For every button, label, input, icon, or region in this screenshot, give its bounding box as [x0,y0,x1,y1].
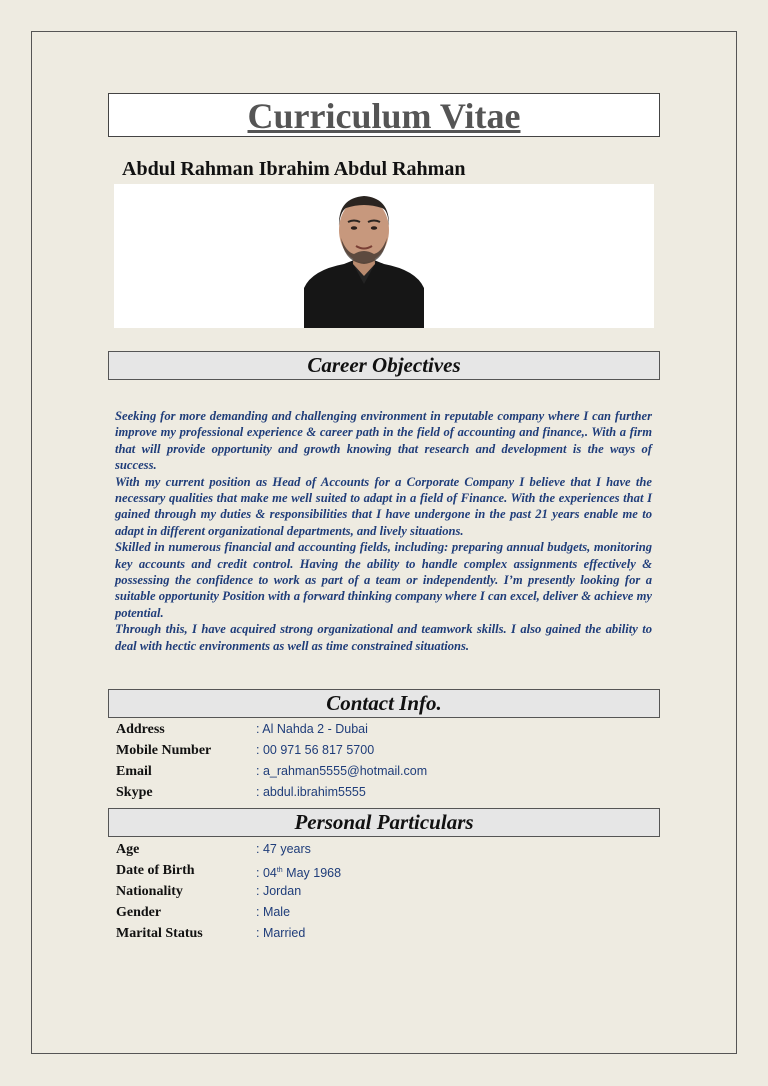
field-value: : Male [256,905,291,919]
candidate-name: Abdul Rahman Ibrahim Abdul Rahman [122,158,466,180]
field-value: : Al Nahda 2 - Dubai [256,722,368,736]
dob-ordinal: th [276,867,283,874]
personal-row-nationality [116,881,656,902]
objective-paragraph: With my current position as Head of Accounts for a Corporate Company I believe that I have the necessary qualities that make me well suited to adapt in a field of Finance. With the experiences that I gained through my duties & responsibilities that I have undergone in the past 21 years enable me to adapt in different organizational departments, and lively situations. [115,474,652,538]
field-label: Age [116,842,140,857]
contact-row-address [116,719,656,740]
contact-row-mobile [116,740,656,761]
field-value: : abdul.ibrahim5555 [256,785,366,799]
field-label: Skype [116,785,153,800]
section-title: Career Objectives [307,353,461,377]
contact-row-skype [116,782,656,803]
personal-list [116,839,656,944]
field-value: : Jordan [256,884,302,898]
section-career-objectives [108,351,660,380]
section-personal-particulars [108,808,660,837]
personal-row-marital-status [116,923,656,944]
field-label: Date of Birth [116,863,195,878]
objective-paragraph: Skilled in numerous financial and accounting fields, including: preparing annual budgets, monitoring key accounts and credit control. Having the ability to handle complex assignments effectively & possessing the confidence to work as part of a team or independently. I’m presently looking for a suitable opportunity Position with a forward thinking company where I can excel, deliver & achieve my potential. [115,540,652,620]
field-value: : 47 years [256,842,311,856]
dob-day: : 04 [256,866,277,881]
section-title: Personal Particulars [294,810,474,834]
profile-photo [304,184,424,328]
field-label: Email [116,764,152,779]
page-title: Curriculum Vitae [247,96,521,136]
field-label: Gender [116,905,162,920]
objective-paragraph: Through this, I have acquired strong organizational and teamwork skills. I also gained the ability to deal with hectic environments as well as time constrained situations. [115,622,652,653]
field-value: : 00 971 56 817 5700 [256,743,375,757]
field-value: : a_rahman5555@hotmail.com [256,764,428,778]
dob-month-year: May 1968 [282,866,342,881]
field-label: Address [116,722,165,737]
field-label: Marital Status [116,926,203,941]
section-title: Contact Info. [326,691,442,715]
field-label: Nationality [116,884,183,899]
personal-row-dob [116,860,656,881]
personal-row-gender [116,902,656,923]
personal-row-age [116,839,656,860]
field-label: Mobile Number [116,743,212,758]
contact-row-email [116,761,656,782]
objective-paragraph: Seeking for more demanding and challenging environment in reputable company where I can further improve my professional experience & career path in the field of accounting and finance,. With a firm that will provide opportunity and growth knowing that research and development is the ways of success. [115,409,652,473]
contact-list [116,719,656,803]
objectives-text [115,408,652,654]
field-value: : Married [256,926,306,940]
title-box [108,93,660,137]
photo-area [114,184,654,328]
section-contact-info [108,689,660,718]
